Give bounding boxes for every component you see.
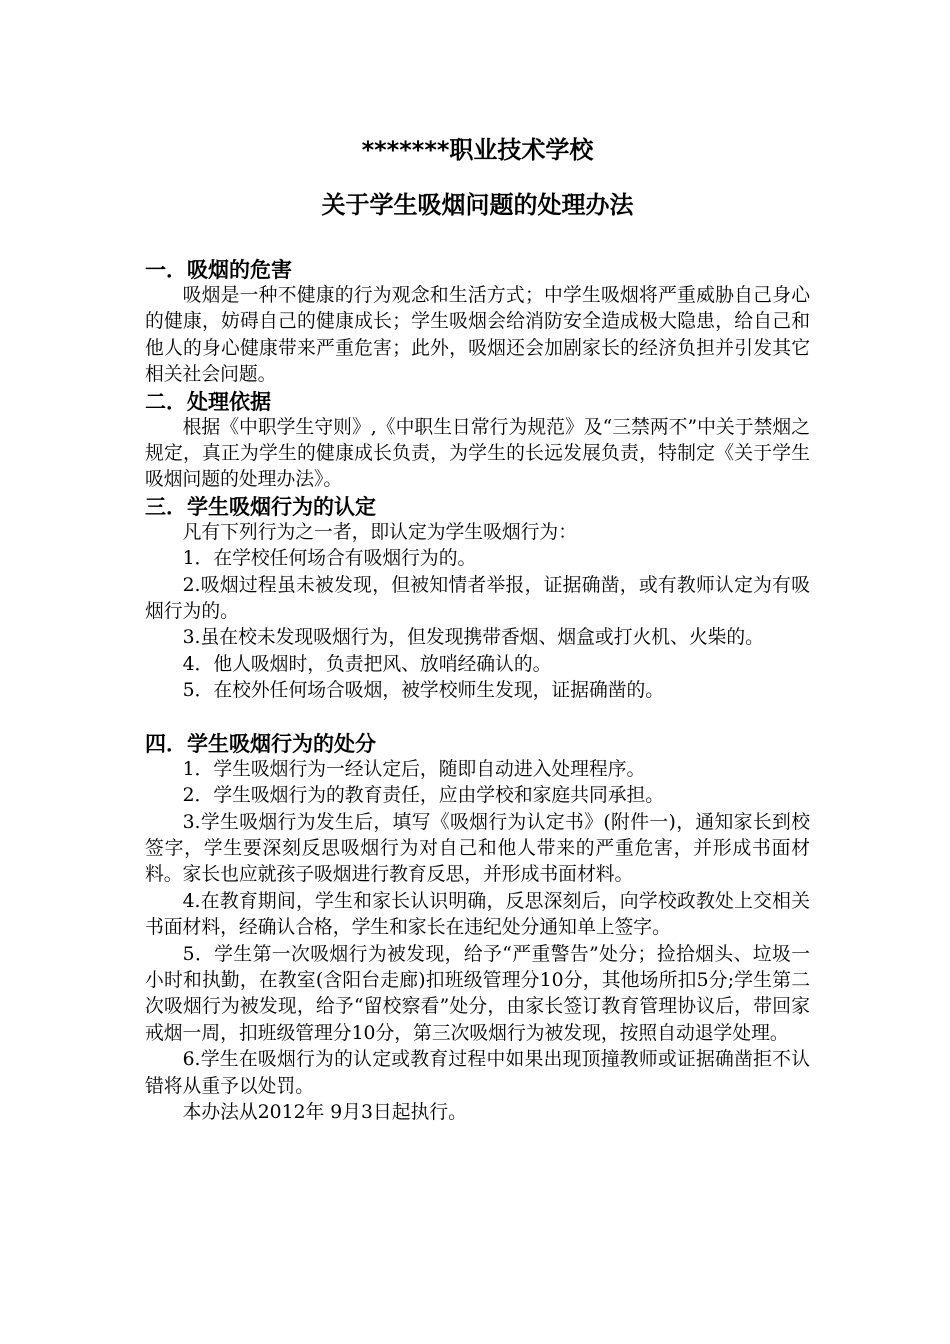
- section-spacer: [145, 705, 810, 731]
- document-body: [145, 257, 810, 1126]
- list-item: 1．在学校任何场合有吸烟行为的。: [182, 548, 477, 570]
- list-item: 5．学生第一次吸烟行为被发现，给予“严重警告”处分；捡拾烟头、垃圾一小时和执勤，在教室(含阳台走廊)扣班级管理分10分，其他场所扣5分;学生第二次吸烟行为被发现，给予“留校察看”处分，由家长签订教育管理协议后，带回家戒烟一周，扣班级管理分10分，第三次吸烟行为被发现，按照自动退学处理。: [145, 943, 810, 1044]
- document-page: [145, 130, 810, 1126]
- effective-date: 本办法从2012年 9月3日起执行。: [182, 1101, 467, 1123]
- list-item: 1．学生吸烟行为一经认定后，随即自动进入处理程序。: [182, 758, 646, 780]
- list-item: 2.吸烟过程虽未被发现，但被知情者举报，证据确凿，或有教师认定为有吸烟行为的。: [145, 574, 810, 623]
- section-basis: [145, 389, 810, 494]
- list-item: 3.学生吸烟行为发生后，填写《吸烟行为认定书》(附件一)，通知家长到校签字，学生要深刻反思吸烟行为对自己和他人带来的严重危害，并形成书面材料。家长也应就孩子吸烟进行教育反思，并形成书面材料。: [145, 811, 810, 886]
- paragraph: 凡有下列行为之一者，即认定为学生吸烟行为：: [182, 521, 577, 543]
- paragraph: 吸烟是一种不健康的行为观念和生活方式；中学生吸烟将严重威胁自己身心的健康，妨碍自己的健康成长；学生吸烟会给消防安全造成极大隐患，给自己和他人的身心健康带来严重危害；此外，吸烟还会加剧家长的经济负担并引发其它相关社会问题。: [145, 285, 810, 386]
- list-item: 5．在校外任何场合吸烟，被学校师生发现，证据确凿的。: [182, 680, 665, 702]
- list-item: 6.学生在吸烟行为的认定或教育过程中如果出现顶撞教师或证据确凿拒不认错将从重予以处罚。: [145, 1049, 810, 1097]
- document-title: 关于学生吸烟问题的处理办法: [321, 191, 634, 219]
- section-penalties: [145, 731, 810, 1127]
- section-heading: 四．学生吸烟行为的处分: [145, 731, 376, 756]
- section-identification: [145, 494, 810, 705]
- list-item: 3.虽在校未发现吸烟行为，但发现携带香烟、烟盒或打火机、火柴的。: [182, 627, 764, 649]
- paragraph: 根据《中职学生守则》,《中职生日常行为规范》及“三禁两不”中关于禁烟之规定，真正为学生的健康成长负责，为学生的长远发展负责，特制定《关于学生吸烟问题的处理办法》。: [145, 416, 810, 491]
- school-title: *******职业技术学校: [361, 136, 594, 164]
- list-item: 4.在教育期间，学生和家长认识明确，反思深刻后，向学校政教处上交相关书面材料，经确认合格，学生和家长在违纪处分通知单上签字。: [145, 890, 810, 939]
- section-heading: 一．吸烟的危害: [145, 258, 292, 282]
- list-item: 4．他人吸烟时，负责把风、放哨经确认的。: [182, 653, 552, 675]
- section-heading: 三．学生吸烟行为的认定: [145, 494, 376, 519]
- list-item: 2．学生吸烟行为的教育责任，应由学校和家庭共同承担。: [182, 785, 665, 807]
- section-hazards: [145, 257, 810, 389]
- section-heading: 二．处理依据: [145, 389, 271, 414]
